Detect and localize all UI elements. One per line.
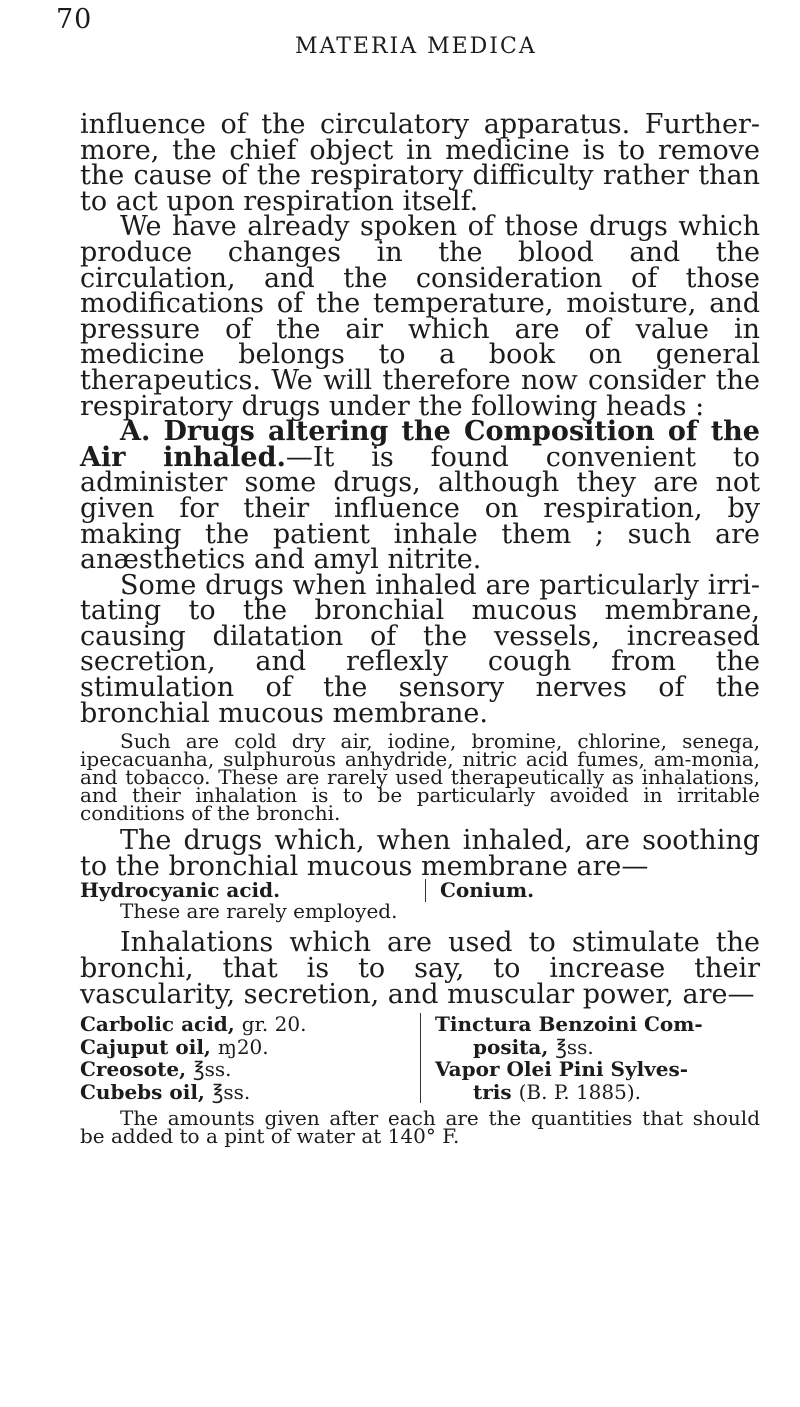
- paragraph-continuation: influence of the circulatory apparatus. Further-more, the chief object in medicine is to remove the cause of the respiratory difficulty rather than to act upon respiration itself.: [80, 109, 760, 217]
- section-a-heading: A. Drugs altering the Composition of the Air inhaled.: [80, 416, 760, 473]
- list-item: Conium.: [425, 879, 760, 902]
- list-item: Tinctura Benzoini Com-: [435, 1012, 703, 1037]
- list-item: tris (B. P. 1885).: [473, 1079, 642, 1104]
- running-title: MATERIA MEDICA: [295, 34, 537, 59]
- list-item: Hydrocyanic acid.: [80, 878, 281, 903]
- list-column-right: [420, 1013, 760, 1103]
- list-item: Cubebs oil, ℥ss.: [80, 1079, 251, 1104]
- page-body: [80, 109, 761, 1149]
- list-item: Creosote, ℥ss.: [80, 1057, 232, 1082]
- paragraph-section-a: [80, 416, 761, 576]
- paragraph-drugs-intro: We have already spoken of those drugs which produce changes in the blood and the circulation, and the consideration of those modifications of the temperature, moisture, and pressure of the air which are of value in medicine belongs to a book on general therapeutics. We will therefore now consider the respiratory drugs under the following heads :: [80, 211, 760, 422]
- list-item: posita, ℥ss.: [473, 1034, 594, 1059]
- stimulating-drug-list: [80, 1013, 760, 1103]
- paragraph-stimulating-inhalations: Inhalations which are used to stimulate the bronchi, that is to say, to increase their vascularity, secretion, and muscular power, are—: [80, 927, 760, 1010]
- list-item: Carbolic acid, gr. 20.: [80, 1012, 307, 1037]
- section-a-body: —It is found convenient to administer some drugs, although they are not given for their influence on respiration, by making the patient inhale them ; such are anæsthetics and amyl nitrite.: [80, 441, 761, 576]
- paragraph-irritating-drugs: Some drugs when inhaled are particularly irri-tating to the bronchial mucous membrane, causing dilatation of the vessels, increased secretion, and reflexly cough from the stimulation of the sensory nerves of the bronchial mucous membrane.: [80, 569, 760, 729]
- note-irritants: Such are cold dry air, iodine, bromine, chlorine, senega, ipecacuanha, sulphurous anhydride, nitric acid fumes, am-monia, and tobacco. These are rarely used therapeutically as inhalations, and their inhalation is to be particularly avoided in irritable conditions of the bronchi.: [80, 729, 760, 826]
- list-item: Cajuput oil, ɱ20.: [80, 1034, 269, 1059]
- page-number: 70: [56, 4, 93, 35]
- list-item: Vapor Olei Pini Sylves-: [435, 1057, 689, 1082]
- note-rarely-employed: These are rarely employed.: [120, 899, 398, 924]
- note-amounts: The amounts given after each are the quantities that should be added to a pint of water at 140° F.: [80, 1106, 760, 1149]
- paragraph-soothing-drugs: The drugs which, when inhaled, are soothing to the bronchial mucous membrane are—: [80, 825, 760, 882]
- list-column-left: [80, 1013, 420, 1103]
